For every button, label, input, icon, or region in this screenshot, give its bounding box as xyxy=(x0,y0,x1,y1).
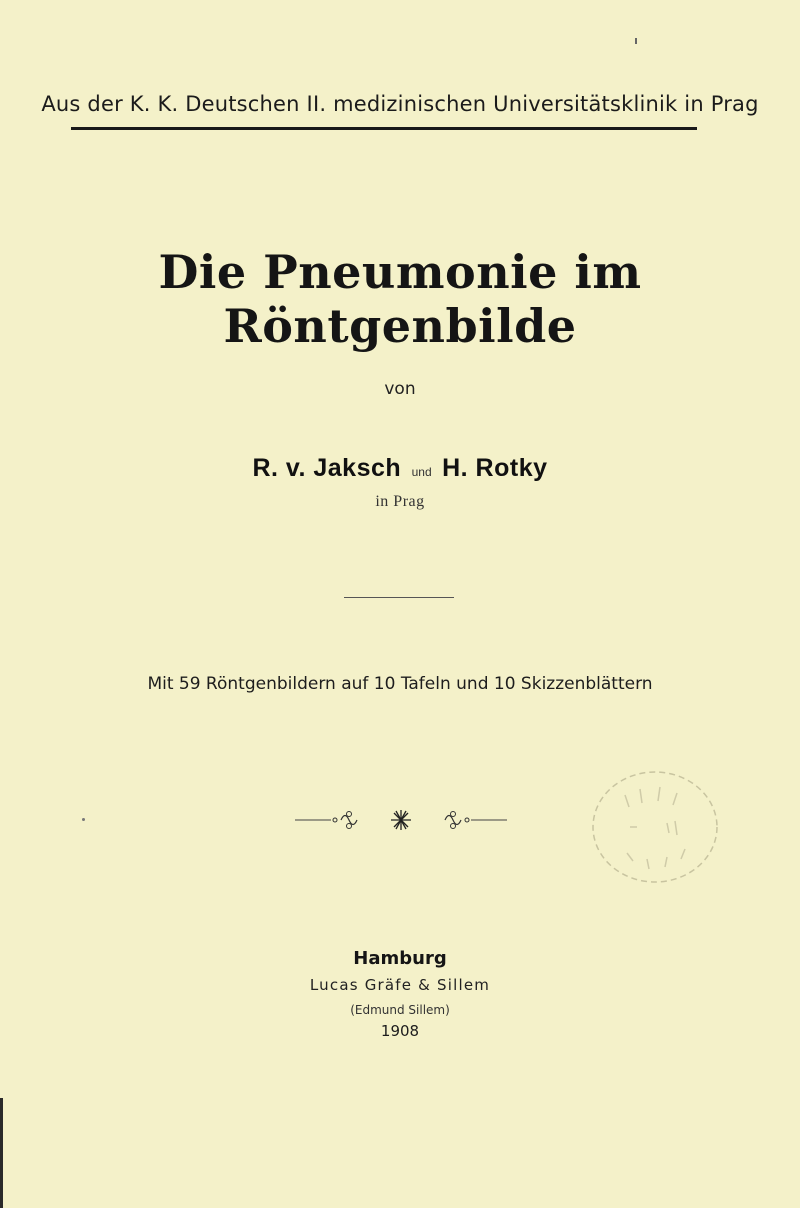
imprint-year: 1908 xyxy=(380,1022,420,1040)
authors-line xyxy=(0,454,800,483)
author-conjunction: und xyxy=(411,465,432,479)
print-dot xyxy=(82,818,85,821)
author-rotky: H. Rotky xyxy=(442,454,548,482)
faded-library-stamp xyxy=(585,765,725,890)
imprint-editor: (Edmund Sillem) xyxy=(350,1003,450,1017)
institution-header: Aus der K. K. Deutschen II. medizinischen Universitätsklinik in Prag xyxy=(41,92,759,116)
illustrations-note: Mit 59 Röntgenbildern auf 10 Tafeln und 10 Skizzenblättern xyxy=(147,674,653,694)
imprint-publisher: Lucas Gräfe & Sillem xyxy=(309,976,491,994)
imprint-city: Hamburg xyxy=(353,948,447,969)
print-speck xyxy=(635,38,637,44)
author-jaksch: R. v. Jaksch xyxy=(252,454,402,482)
author-place: in Prag xyxy=(375,493,425,510)
page-edge xyxy=(0,1098,3,1208)
section-rule xyxy=(344,597,454,598)
header-rule xyxy=(71,127,697,130)
byline-von: von xyxy=(384,379,416,399)
book-title: Die Pneumonie im Röntgenbilde xyxy=(158,245,642,353)
ornament-divider xyxy=(295,808,507,832)
